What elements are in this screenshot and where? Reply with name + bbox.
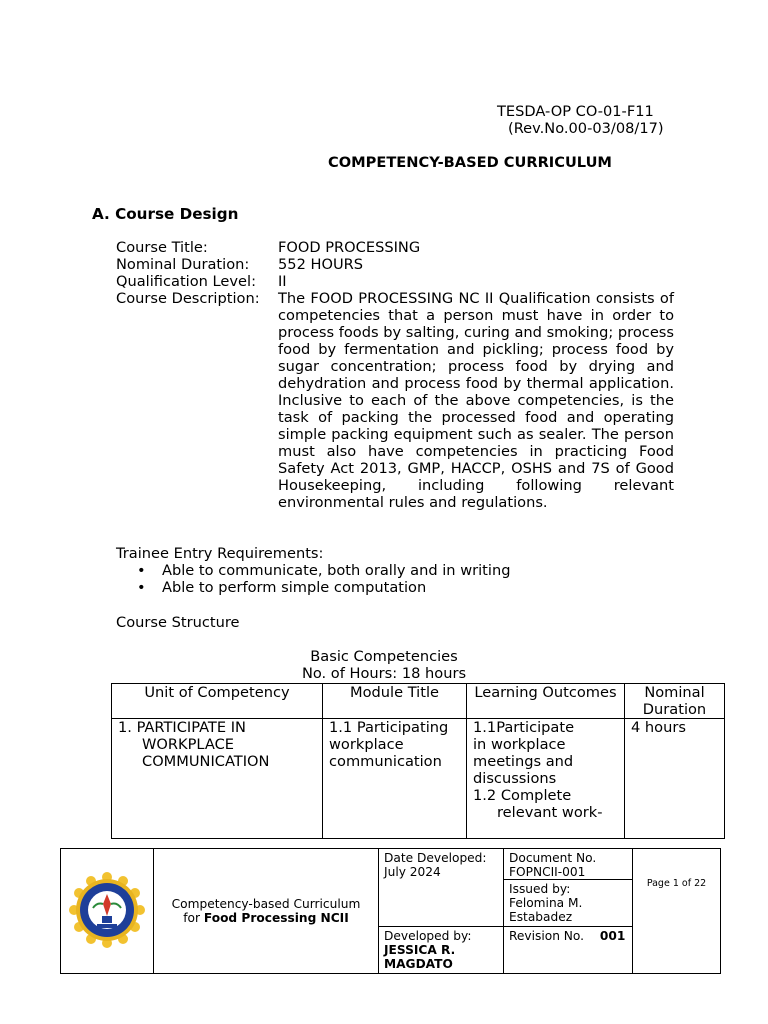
document-code: TESDA-OP CO-01-F11 xyxy=(497,103,654,120)
bullet-icon: • xyxy=(137,562,146,579)
list-item: • Able to communicate, both orally and in writing xyxy=(137,562,511,579)
developer-cell: Developed by: JESSICA R. MAGDATO xyxy=(379,927,504,974)
column-header: Unit of Competency xyxy=(112,684,323,719)
course-structure-title: Course Structure xyxy=(116,614,240,631)
document-footer xyxy=(60,848,721,974)
entry-requirements-list xyxy=(137,562,510,596)
qualification-label: Qualification Level: xyxy=(116,273,256,290)
basic-competencies-title: Basic Competencies No. of Hours: 18 hours xyxy=(301,648,467,682)
table-header-row xyxy=(112,684,725,719)
doc-issued-cell: Document No. FOPNCII-001 Issued by: Felomina M. Estabadez xyxy=(504,849,633,927)
module-cell: 1.1 Participating workplace communication xyxy=(323,719,467,839)
revision-cell: Revision No. 001 xyxy=(504,927,633,974)
date-cell: Date Developed: July 2024 xyxy=(379,849,504,927)
column-header: Nominal Duration xyxy=(625,684,725,719)
section-heading: A. Course Design xyxy=(92,205,239,223)
description-label: Course Description: xyxy=(116,290,260,307)
course-info xyxy=(116,239,674,511)
curriculum-cell: Competency-based Curriculum for Food Processing NCII xyxy=(154,849,379,974)
course-title-label: Course Title: xyxy=(116,239,208,256)
unit-cell: 1. PARTICIPATE IN WORKPLACE COMMUNICATION xyxy=(112,719,323,839)
list-item: • Able to perform simple computation xyxy=(137,579,427,596)
competency-table xyxy=(111,683,725,839)
duration-value: 552 HOURS xyxy=(278,256,364,273)
column-header: Learning Outcomes xyxy=(467,684,625,719)
document-revision: (Rev.No.00-03/08/17) xyxy=(508,120,664,137)
entry-requirements-title: Trainee Entry Requirements: xyxy=(116,545,324,562)
bullet-icon: • xyxy=(137,579,146,596)
table-row xyxy=(112,719,725,839)
school-seal-icon xyxy=(69,872,145,948)
page-title: COMPETENCY-BASED CURRICULUM xyxy=(328,154,612,171)
column-header: Module Title xyxy=(323,684,467,719)
qualification-value: II xyxy=(278,273,287,290)
outcome-cell: 1.1Participate in workplace meetings and discussions 1.2 Complete relevant work- xyxy=(467,719,625,839)
page-number-cell: Page 1 of 22 xyxy=(633,849,721,974)
duration-cell: 4 hours xyxy=(625,719,725,839)
duration-label: Nominal Duration: xyxy=(116,256,250,273)
course-title-value: FOOD PROCESSING xyxy=(278,239,421,256)
description-value: The FOOD PROCESSING NC II Qualification consists of competencies that a person must have in order to process foods by salting, curing and smoking; process food by fermentation and pickling; process food by sugar concentration; process food by drying and dehydration and process food by thermal application. Inclusive to each of the above competencies, is the task of packing the processed food and operating simple packing equipment such as sealer. The person must also have competencies in practicing Food Safety Act 2013, GMP, HACCP, OSHS and 7S of Good Housekeeping, including following relevant environmental rules and regulations. xyxy=(278,290,674,511)
logo-cell xyxy=(61,849,154,974)
